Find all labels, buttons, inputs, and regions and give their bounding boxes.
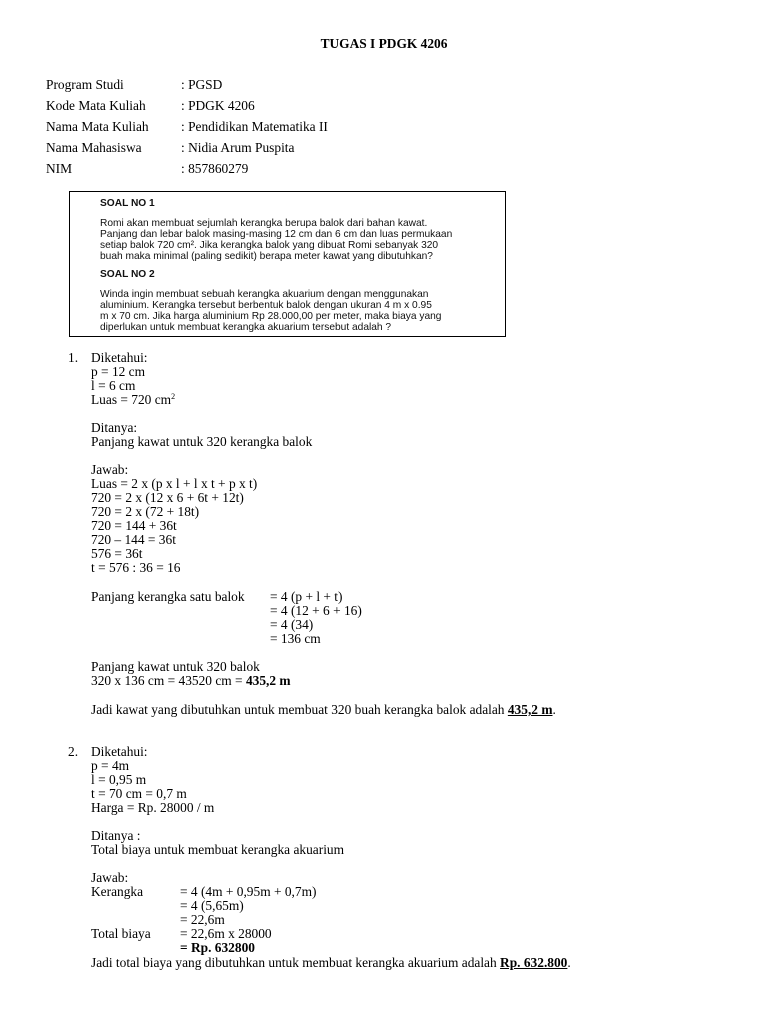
soal1-heading: SOAL NO 1 <box>100 198 155 209</box>
answer2-number: 2. <box>68 744 79 759</box>
answer1-ditanya: Ditanya: <box>91 420 138 435</box>
answer2-p: p = 4m <box>91 758 130 773</box>
answer2-harga: Harga = Rp. 28000 / m <box>91 800 215 815</box>
answer1-number: 1. <box>68 350 79 365</box>
answer1-kerangka-step: = 4 (p + l + t) <box>270 589 343 604</box>
soal-box <box>69 191 506 337</box>
answer2-kerangka-label: Kerangka <box>91 884 144 899</box>
answer1-kerangka-step: = 136 cm <box>270 631 321 646</box>
answer2-kerangka-step: = 4 (5,65m) <box>180 898 244 913</box>
answer1-kerangka-label: Panjang kerangka satu balok <box>91 589 245 604</box>
answer2-ditanya-text: Total biaya untuk membuat kerangka akuarium <box>91 842 345 857</box>
answer2-kerangka-step: = 22,6m <box>180 912 225 927</box>
answer2-diketahui: Diketahui: <box>91 744 148 759</box>
soal2-line: aluminium. Kerangka tersebut berbentuk balok dengan ukuran 4 m x 0.95 <box>100 300 432 311</box>
header-label-program-studi: Program Studi <box>46 77 124 92</box>
answer1-kerangka-step: = 4 (12 + 6 + 16) <box>270 603 362 618</box>
answer1-step: 720 = 2 x (12 x 6 + 6t + 12t) <box>91 490 244 505</box>
soal2-line: diperlukan untuk membuat kerangka akuarium tersebut adalah ? <box>100 322 392 333</box>
answer2-conclusion-value: Rp. 632.800 <box>500 955 568 970</box>
header-label-mata-kuliah: Nama Mata Kuliah <box>46 119 149 134</box>
superscript: 2 <box>171 392 176 401</box>
answer1-kerangka-step: = 4 (34) <box>270 617 314 632</box>
answer1-step: 576 = 36t <box>91 546 143 561</box>
answer1-conclusion-value: 435,2 m <box>507 702 553 717</box>
answer1-step: t = 576 : 36 = 16 <box>91 560 181 575</box>
answer1-step: 720 = 2 x (72 + 18t) <box>91 504 200 519</box>
answer1-step: 720 – 144 = 36t <box>91 532 176 547</box>
answer2-kerangka-step: = 4 (4m + 0,95m + 0,7m) <box>180 884 317 899</box>
header-label-nim: NIM <box>46 161 73 176</box>
soal2-line: Winda ingin membuat sebuah kerangka akuarium dengan menggunakan <box>100 289 429 300</box>
header-label-kode: Kode Mata Kuliah <box>46 98 146 113</box>
header-value-mahasiswa: : Nidia Arum Puspita <box>181 140 295 155</box>
header-value-nim: : 857860279 <box>181 161 249 176</box>
soal2-line: m x 70 cm. Jika harga aluminium Rp 28.000,00 per meter, maka biaya yang <box>100 311 442 322</box>
answer1-kawat-calc: 320 x 136 cm = 43520 cm = 435,2 m <box>91 673 291 688</box>
answer1-p: p = 12 cm <box>91 364 146 379</box>
header-value-mata-kuliah: : Pendidikan Matematika II <box>181 119 328 134</box>
answer1-luas: Luas = 720 $cm^2$ <box>91 392 176 407</box>
header-value-kode: : PDGK 4206 <box>181 98 255 113</box>
answer1-step: 720 = 144 + 36t <box>91 518 177 533</box>
answer1-kawat-label: Panjang kawat untuk 320 balok <box>91 659 260 674</box>
soal1-line: Romi akan membuat sejumlah kerangka berupa balok dari bahan kawat. <box>100 218 428 229</box>
answer2-conclusion: Jadi total biaya yang dibutuhkan untuk membuat kerangka akuarium adalah Rp. 632.800. <box>91 955 571 970</box>
document-title: TUGAS I PDGK 4206 <box>320 36 448 51</box>
header-value-program-studi: : PGSD <box>181 77 223 92</box>
answer2-total-step: = 22,6m x 28000 <box>180 926 272 941</box>
answer2-t: t = 70 cm = 0,7 m <box>91 786 187 801</box>
answer1-jawab: Jawab: <box>91 462 129 477</box>
answer1-conclusion: Jadi kawat yang dibutuhkan untuk membuat 320 buah kerangka balok adalah 435,2 m. <box>91 702 556 717</box>
soal1-line: Panjang dan lebar balok masing-masing 12 cm dan 6 cm dan luas permukaan <box>100 229 453 240</box>
answer2-l: l = 0,95 m <box>91 772 147 787</box>
soal2-heading: SOAL NO 2 <box>100 269 155 280</box>
answer2-jawab: Jawab: <box>91 870 129 885</box>
answer1-diketahui: Diketahui: <box>91 350 148 365</box>
answer2-total-result: = Rp. 632800 <box>180 940 255 955</box>
soal1-line: buah maka minimal (paling sedikit) berapa meter kawat yang dibutuhkan? <box>100 251 433 262</box>
answer1-kawat-result: 435,2 m <box>245 673 291 688</box>
soal1-line: setiap balok 720 cm². Jika kerangka balok yang dibuat Romi sebanyak 320 <box>100 240 439 251</box>
header-label-mahasiswa: Nama Mahasiswa <box>46 140 142 155</box>
answer2-total-label: Total biaya <box>91 926 151 941</box>
answer1-l: l = 6 cm <box>91 378 136 393</box>
answer2-ditanya: Ditanya : <box>91 828 141 843</box>
answer1-step: Luas = 2 x (p x l + l x t + p x t) <box>91 476 258 491</box>
answer1-ditanya-text: Panjang kawat untuk 320 kerangka balok <box>91 434 313 449</box>
